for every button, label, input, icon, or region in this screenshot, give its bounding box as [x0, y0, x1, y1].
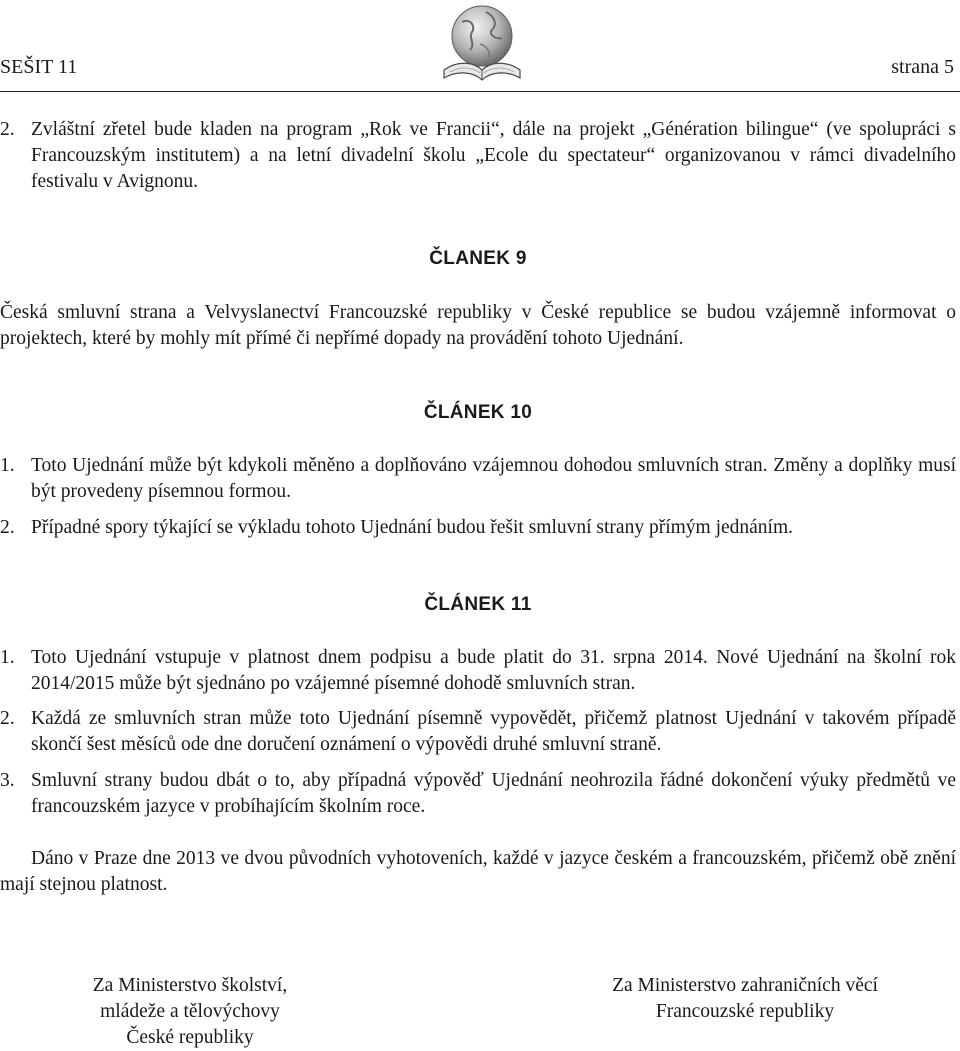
article-10-heading: ČLÁNEK 10: [423, 402, 533, 423]
signature-line: Za Ministerstvo zahraničních věcí: [612, 975, 878, 996]
signature-line: Francouzské republiky: [655, 1001, 835, 1022]
page-header: [0, 54, 960, 84]
signature-block-left: [40, 973, 340, 1051]
list-text: Zvláštní zřetel bude kladen na program „Rok ve Francii“, dále na projekt „Génération bilingue“ (ve spolupráci s Francouzským institutem) a na letní divadelní školu „Ecole du spectateur“ organizovanou v rámci divadelního festivalu v Avignonu.: [31, 119, 956, 192]
list-text: Smluvní strany budou dbát o to, aby případná výpověď Ujednání neohrozila řádné dokončení výuky předmětů ve francouzském jazyce v probíhajícím školním roce.: [31, 770, 956, 817]
signature-block-right: [570, 973, 920, 1025]
list-number: 2.: [0, 119, 15, 140]
page-number: strana 5: [891, 56, 954, 78]
header-divider: [0, 91, 960, 92]
list-number: 3.: [0, 770, 15, 791]
list-number: 1.: [0, 455, 15, 476]
signature-line: mládeže a tělovýchovy: [100, 1001, 280, 1022]
list-text: Každá ze smluvních stran může toto Ujednání písemně vypovědět, přičemž platnost Ujednání v takovém případě skončí šest měsíců ode dne doručení oznámení o výpovědi druhé smluvní straně.: [31, 708, 956, 755]
list-number: 1.: [0, 647, 15, 668]
list-text: Toto Ujednání vstupuje v platnost dnem podpisu a bude platit do 31. srpna 2014. Nové Ujednání na školní rok 2014/2015 může být sjednáno po vzájemné písemné dohodě smluvních stran.: [31, 647, 956, 694]
list-item: [0, 117, 956, 195]
list-text: Případné spory týkající se výkladu tohoto Ujednání budou řešit smluvní strany přímým jednáním.: [31, 517, 794, 538]
list-text: Toto Ujednání může být kdykoli měněno a doplňováno vzájemnou dohodou smluvních stran. Změny a doplňky musí být provedeny písemnou formou.: [31, 455, 956, 502]
closing-paragraph: Dáno v Praze dne 2013 ve dvou původních vyhotoveních, každé v jazyce českém a francouzském, přičemž obě znění mají stejnou platnost.: [0, 848, 956, 895]
list-number: 2.: [0, 708, 15, 729]
article-9-text: Česká smluvní strana a Velvyslanectví Francouzské republiky v České republice se budou vzájemně informovat o projektech, které by mohly mít přímé či nepřímé dopady na provádění tohoto Ujednání.: [0, 302, 956, 349]
list-number: 2.: [0, 517, 15, 538]
signature-line: České republiky: [126, 1027, 254, 1048]
list-item: [0, 706, 956, 758]
issue-number: SEŠIT 11: [0, 56, 78, 78]
list-item: [0, 768, 956, 820]
article-9-heading: ČLANEK 9: [429, 248, 527, 269]
list-item: [0, 645, 956, 697]
list-item: [0, 515, 956, 541]
list-item: [0, 453, 956, 505]
article-11-heading: ČLÁNEK 11: [424, 594, 532, 615]
signature-line: Za Ministerstvo školství,: [92, 975, 288, 996]
